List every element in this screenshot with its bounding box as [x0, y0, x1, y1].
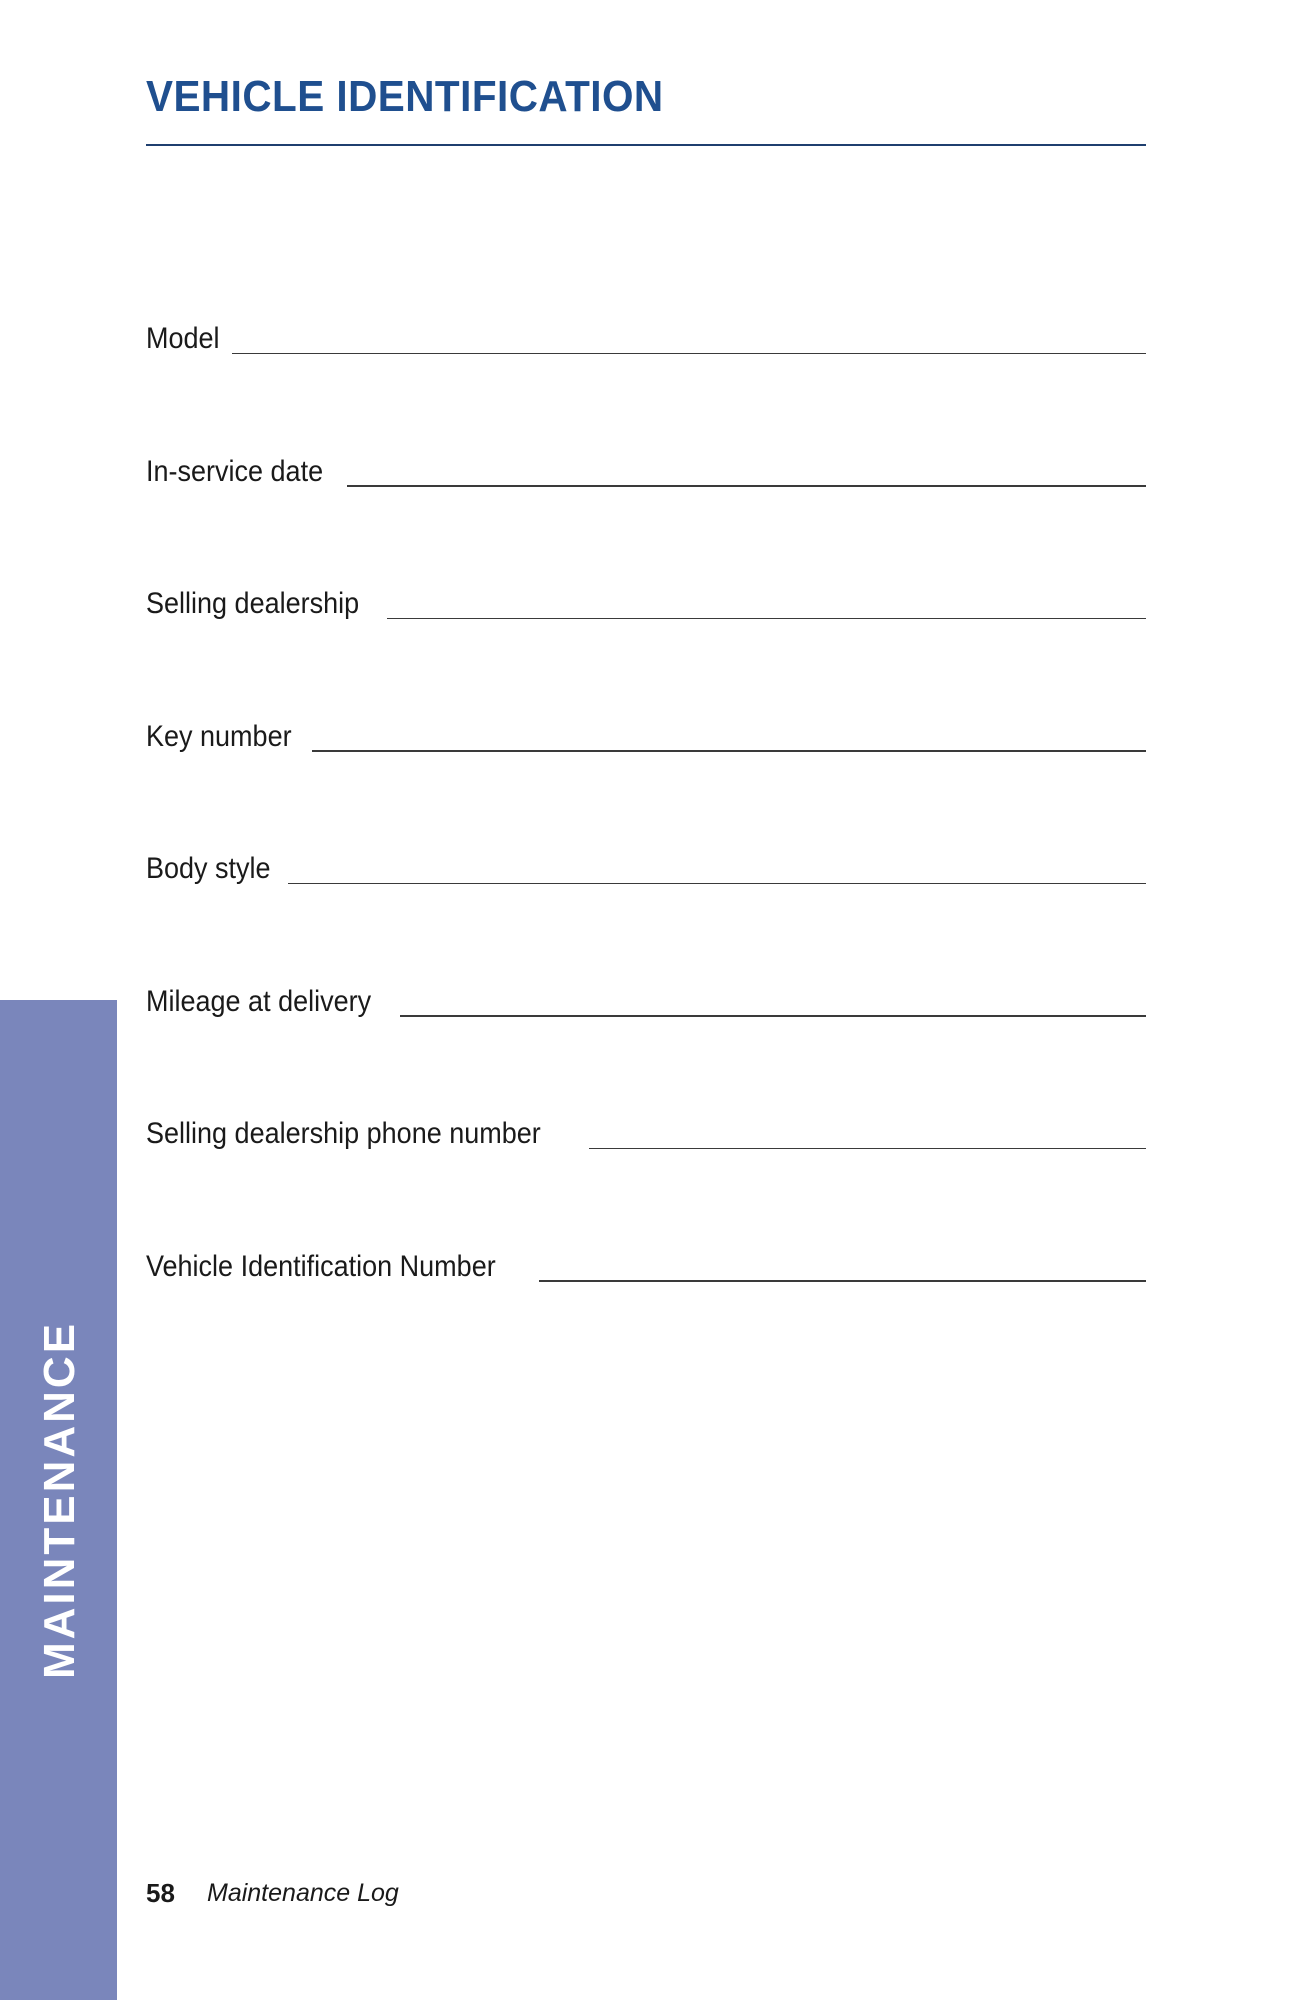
- fill-in-line: [312, 750, 1146, 752]
- field-label: Selling dealership: [146, 587, 360, 620]
- model-field: [146, 318, 1146, 356]
- title-divider: [146, 144, 1146, 146]
- vehicle-info-form: [146, 318, 1146, 1378]
- fill-in-line: [387, 618, 1146, 620]
- fill-in-line: [400, 1015, 1146, 1017]
- selling-dealership-field: [146, 583, 1146, 621]
- fill-in-line: [347, 485, 1146, 487]
- page-title: VEHICLE IDENTIFICATION: [146, 72, 664, 121]
- section-tab-label: MAINTENANCE: [35, 1320, 84, 1680]
- body-style-field: [146, 848, 1146, 886]
- key-number-field: [146, 716, 1146, 754]
- fill-in-line: [539, 1280, 1146, 1282]
- field-label: In-service date: [146, 454, 324, 488]
- field-label: Selling dealership phone number: [146, 1117, 541, 1150]
- field-label: Body style: [146, 852, 271, 885]
- page-number: 58: [146, 1878, 175, 1908]
- fill-in-line: [589, 1148, 1146, 1150]
- vin-field: [146, 1246, 1146, 1284]
- field-label: Model: [146, 322, 220, 355]
- field-label: Vehicle Identification Number: [146, 1249, 496, 1283]
- in-service-date-field: [146, 451, 1146, 489]
- field-label: Key number: [146, 719, 292, 753]
- field-label: Mileage at delivery: [146, 984, 372, 1018]
- fill-in-line: [232, 353, 1146, 355]
- mileage-at-delivery-field: [146, 981, 1146, 1019]
- footer-section-name: Maintenance Log: [207, 1879, 399, 1907]
- fill-in-line: [288, 883, 1146, 885]
- dealership-phone-field: [146, 1113, 1146, 1151]
